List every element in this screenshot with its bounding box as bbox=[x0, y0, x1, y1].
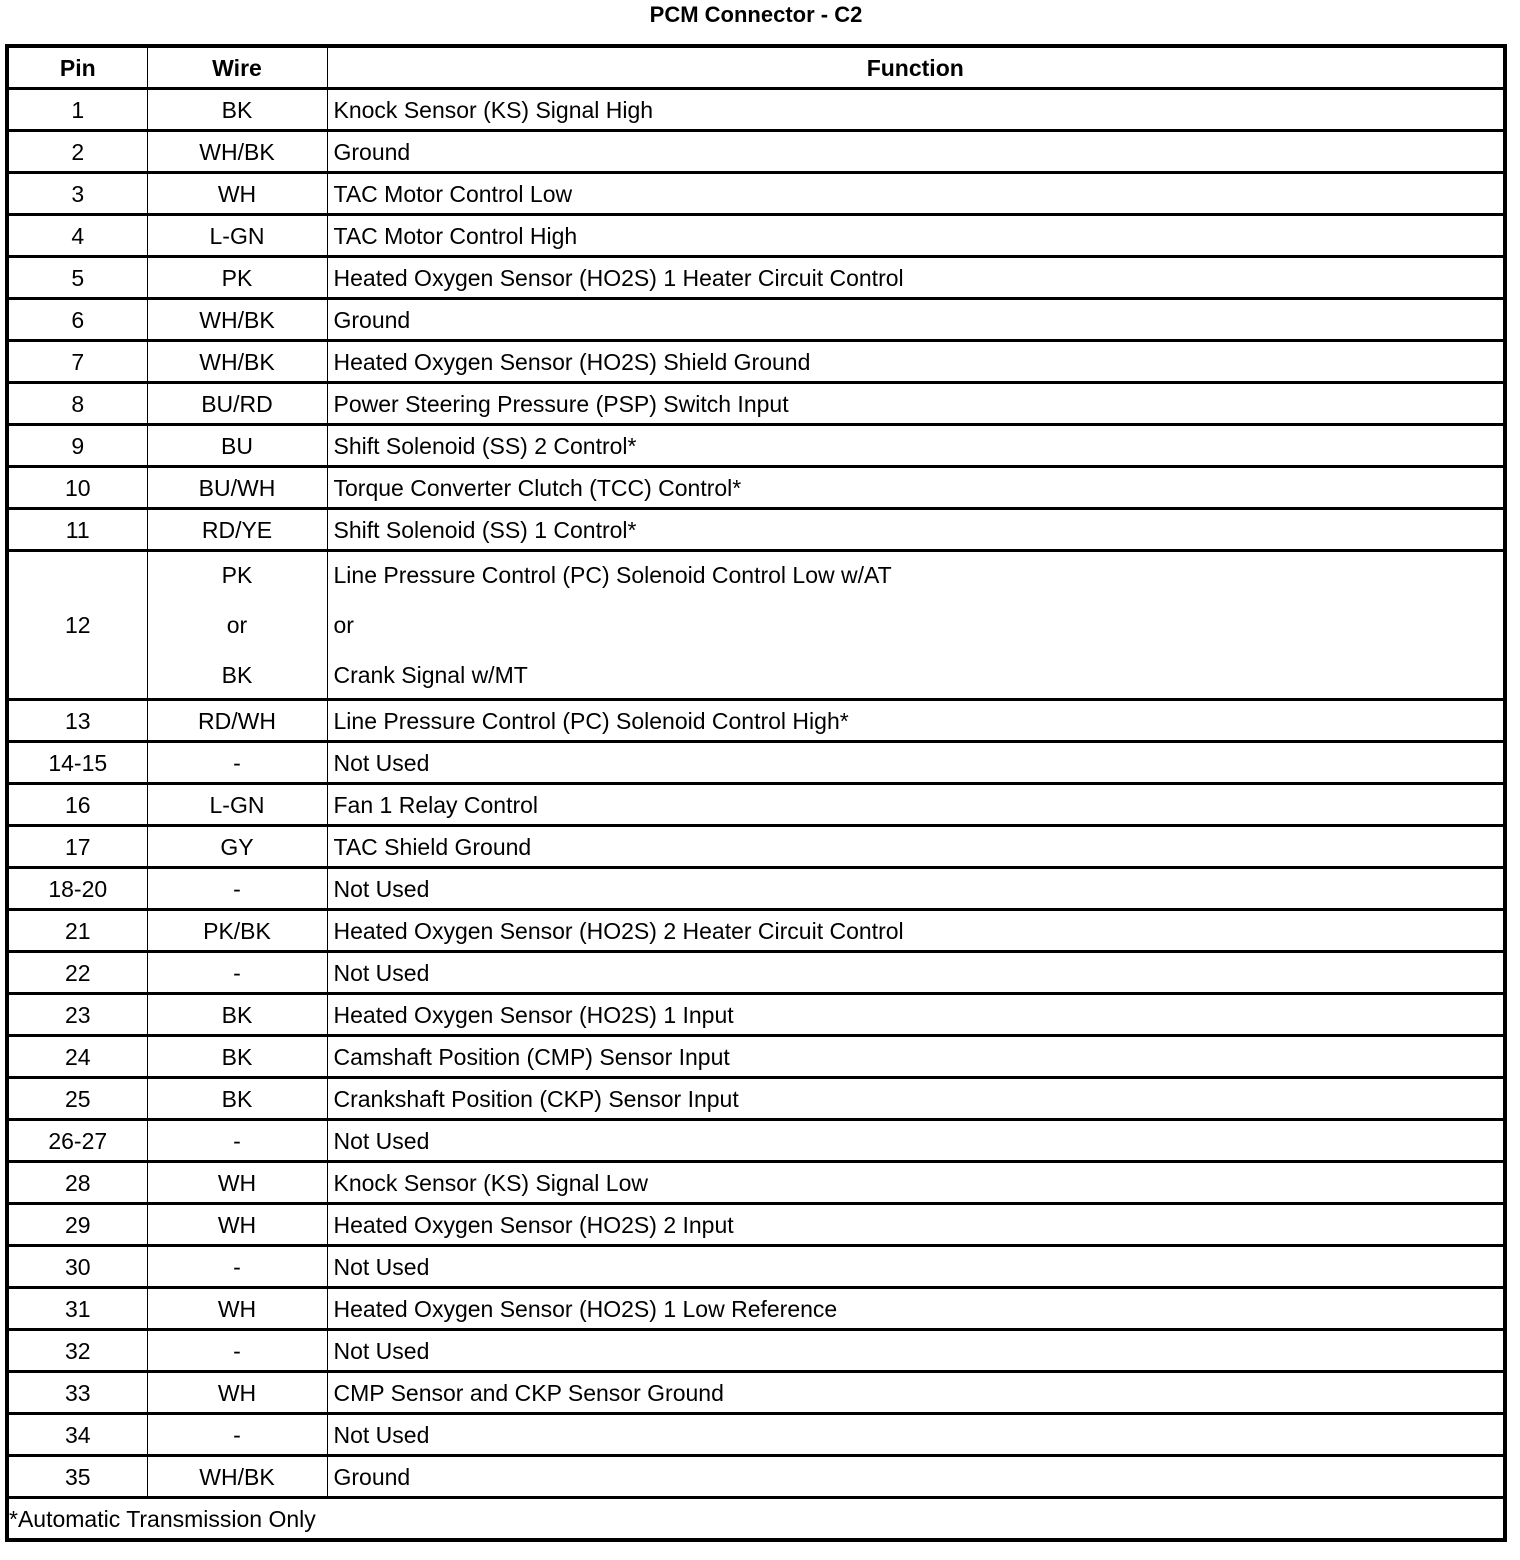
pin-cell: 7 bbox=[7, 341, 147, 383]
pin-cell: 30 bbox=[7, 1246, 147, 1288]
pin-cell: 31 bbox=[7, 1288, 147, 1330]
wire-cell: RD/WH bbox=[147, 700, 327, 742]
function-cell: TAC Motor Control Low bbox=[327, 173, 1505, 215]
table-row bbox=[7, 425, 1505, 467]
function-cell: Fan 1 Relay Control bbox=[327, 784, 1505, 826]
function-option: Line Pressure Control (PC) Solenoid Control Low w/AT bbox=[333, 562, 892, 588]
footnote-row bbox=[7, 1498, 1505, 1541]
pin-cell: 17 bbox=[7, 826, 147, 868]
wire-cell: BK bbox=[147, 89, 327, 131]
table-header-row bbox=[7, 46, 1505, 89]
pin-cell: 4 bbox=[7, 215, 147, 257]
pin-cell: 10 bbox=[7, 467, 147, 509]
pin-cell: 21 bbox=[7, 910, 147, 952]
wire-cell: - bbox=[147, 1120, 327, 1162]
pin-cell: 33 bbox=[7, 1372, 147, 1414]
wire-cell: WH bbox=[147, 1288, 327, 1330]
function-cell: Ground bbox=[327, 131, 1505, 173]
pin-cell: 2 bbox=[7, 131, 147, 173]
function-cell: Heated Oxygen Sensor (HO2S) 1 Input bbox=[327, 994, 1505, 1036]
table-row bbox=[7, 994, 1505, 1036]
pin-cell: 25 bbox=[7, 1078, 147, 1120]
wire-cell: BU/RD bbox=[147, 383, 327, 425]
function-cell: Knock Sensor (KS) Signal High bbox=[327, 89, 1505, 131]
table-row bbox=[7, 1036, 1505, 1078]
wire-cell: GY bbox=[147, 826, 327, 868]
wire-cell: BU/WH bbox=[147, 467, 327, 509]
function-cell: Crankshaft Position (CKP) Sensor Input bbox=[327, 1078, 1505, 1120]
pin-cell: 3 bbox=[7, 173, 147, 215]
wire-cell: - bbox=[147, 952, 327, 994]
wire-cell: BK bbox=[147, 1078, 327, 1120]
pin-cell: 11 bbox=[7, 509, 147, 551]
wire-cell: - bbox=[147, 1414, 327, 1456]
wire-cell: - bbox=[147, 868, 327, 910]
wire-cell: PK bbox=[147, 257, 327, 299]
table-row bbox=[7, 467, 1505, 509]
table-row bbox=[7, 784, 1505, 826]
function-cell: Heated Oxygen Sensor (HO2S) 1 Heater Circuit Control bbox=[327, 257, 1505, 299]
wire-cell: - bbox=[147, 1330, 327, 1372]
pin-cell: 18-20 bbox=[7, 868, 147, 910]
table-row bbox=[7, 383, 1505, 425]
function-cell: Not Used bbox=[327, 1330, 1505, 1372]
pin-cell: 22 bbox=[7, 952, 147, 994]
function-cell: Ground bbox=[327, 1456, 1505, 1498]
table-row bbox=[7, 910, 1505, 952]
pinout-table bbox=[5, 44, 1507, 1542]
wire-cell: BK bbox=[147, 994, 327, 1036]
function-cell: Not Used bbox=[327, 868, 1505, 910]
table-row bbox=[7, 341, 1505, 383]
wire-cell: WH bbox=[147, 1162, 327, 1204]
function-option-separator: or bbox=[333, 612, 354, 638]
function-option: Crank Signal w/MT bbox=[333, 662, 528, 688]
table-row bbox=[7, 742, 1505, 784]
function-cell: Heated Oxygen Sensor (HO2S) 1 Low Reference bbox=[327, 1288, 1505, 1330]
function-cell: Heated Oxygen Sensor (HO2S) Shield Ground bbox=[327, 341, 1505, 383]
table-row bbox=[7, 1162, 1505, 1204]
wire-option: BK bbox=[221, 662, 253, 688]
wire-cell: - bbox=[147, 742, 327, 784]
wire-cell: BU bbox=[147, 425, 327, 467]
function-cell: Heated Oxygen Sensor (HO2S) 2 Input bbox=[327, 1204, 1505, 1246]
function-cell: Line Pressure Control (PC) Solenoid Control High* bbox=[327, 700, 1505, 742]
pin-cell: 8 bbox=[7, 383, 147, 425]
wire-cell: BK bbox=[147, 1036, 327, 1078]
table-row bbox=[7, 89, 1505, 131]
pin-cell: 12 bbox=[7, 551, 147, 700]
wire-cell: L-GN bbox=[147, 215, 327, 257]
pin-cell: 6 bbox=[7, 299, 147, 341]
table-row bbox=[7, 215, 1505, 257]
function-cell: TAC Shield Ground bbox=[327, 826, 1505, 868]
wire-cell: - bbox=[147, 1246, 327, 1288]
function-cell: Power Steering Pressure (PSP) Switch Input bbox=[327, 383, 1505, 425]
pin-cell: 9 bbox=[7, 425, 147, 467]
wire-cell: WH/BK bbox=[147, 1456, 327, 1498]
column-header-wire: Wire bbox=[147, 46, 327, 89]
pin-cell: 14-15 bbox=[7, 742, 147, 784]
table-row bbox=[7, 1288, 1505, 1330]
function-cell: Heated Oxygen Sensor (HO2S) 2 Heater Circuit Control bbox=[327, 910, 1505, 952]
function-cell: Shift Solenoid (SS) 2 Control* bbox=[327, 425, 1505, 467]
column-header-function: Function bbox=[327, 46, 1505, 89]
column-header-pin: Pin bbox=[7, 46, 147, 89]
table-row bbox=[7, 131, 1505, 173]
table-row bbox=[7, 868, 1505, 910]
function-cell: Shift Solenoid (SS) 1 Control* bbox=[327, 509, 1505, 551]
wire-cell: WH bbox=[147, 173, 327, 215]
pin-cell: 29 bbox=[7, 1204, 147, 1246]
function-cell bbox=[327, 551, 1505, 700]
table-row bbox=[7, 1120, 1505, 1162]
function-cell: Knock Sensor (KS) Signal Low bbox=[327, 1162, 1505, 1204]
wire-cell: WH/BK bbox=[147, 299, 327, 341]
function-cell: Not Used bbox=[327, 1246, 1505, 1288]
wire-cell: PK/BK bbox=[147, 910, 327, 952]
function-cell: Torque Converter Clutch (TCC) Control* bbox=[327, 467, 1505, 509]
pin-cell: 26-27 bbox=[7, 1120, 147, 1162]
table-row bbox=[7, 952, 1505, 994]
function-cell: Not Used bbox=[327, 1120, 1505, 1162]
function-cell: Camshaft Position (CMP) Sensor Input bbox=[327, 1036, 1505, 1078]
table-row bbox=[7, 1204, 1505, 1246]
pin-cell: 34 bbox=[7, 1414, 147, 1456]
table-row bbox=[7, 1246, 1505, 1288]
pin-cell: 35 bbox=[7, 1456, 147, 1498]
page-title: PCM Connector - C2 bbox=[649, 2, 863, 27]
pin-cell: 28 bbox=[7, 1162, 147, 1204]
table-row-multi bbox=[7, 551, 1505, 700]
table-row bbox=[7, 1456, 1505, 1498]
pin-cell: 1 bbox=[7, 89, 147, 131]
function-cell: Not Used bbox=[327, 742, 1505, 784]
table-row bbox=[7, 509, 1505, 551]
function-cell: Not Used bbox=[327, 952, 1505, 994]
table-row bbox=[7, 1078, 1505, 1120]
table-row bbox=[7, 1414, 1505, 1456]
wire-cell: WH bbox=[147, 1204, 327, 1246]
wire-cell: L-GN bbox=[147, 784, 327, 826]
wire-cell: WH/BK bbox=[147, 341, 327, 383]
table-row bbox=[7, 1372, 1505, 1414]
function-cell: Not Used bbox=[327, 1414, 1505, 1456]
function-cell: Ground bbox=[327, 299, 1505, 341]
footnote: *Automatic Transmission Only bbox=[7, 1498, 1505, 1541]
wire-option-separator: or bbox=[226, 612, 248, 638]
wire-cell bbox=[147, 551, 327, 700]
wire-cell: WH bbox=[147, 1372, 327, 1414]
wire-option: PK bbox=[221, 562, 253, 588]
function-cell: TAC Motor Control High bbox=[327, 215, 1505, 257]
table-row bbox=[7, 826, 1505, 868]
pin-cell: 23 bbox=[7, 994, 147, 1036]
wire-cell: WH/BK bbox=[147, 131, 327, 173]
wire-cell: RD/YE bbox=[147, 509, 327, 551]
pin-cell: 32 bbox=[7, 1330, 147, 1372]
pin-cell: 13 bbox=[7, 700, 147, 742]
pin-cell: 24 bbox=[7, 1036, 147, 1078]
table-row bbox=[7, 700, 1505, 742]
table-row bbox=[7, 257, 1505, 299]
table-row bbox=[7, 299, 1505, 341]
pin-cell: 16 bbox=[7, 784, 147, 826]
function-cell: CMP Sensor and CKP Sensor Ground bbox=[327, 1372, 1505, 1414]
table-row bbox=[7, 1330, 1505, 1372]
pin-cell: 5 bbox=[7, 257, 147, 299]
table-row bbox=[7, 173, 1505, 215]
